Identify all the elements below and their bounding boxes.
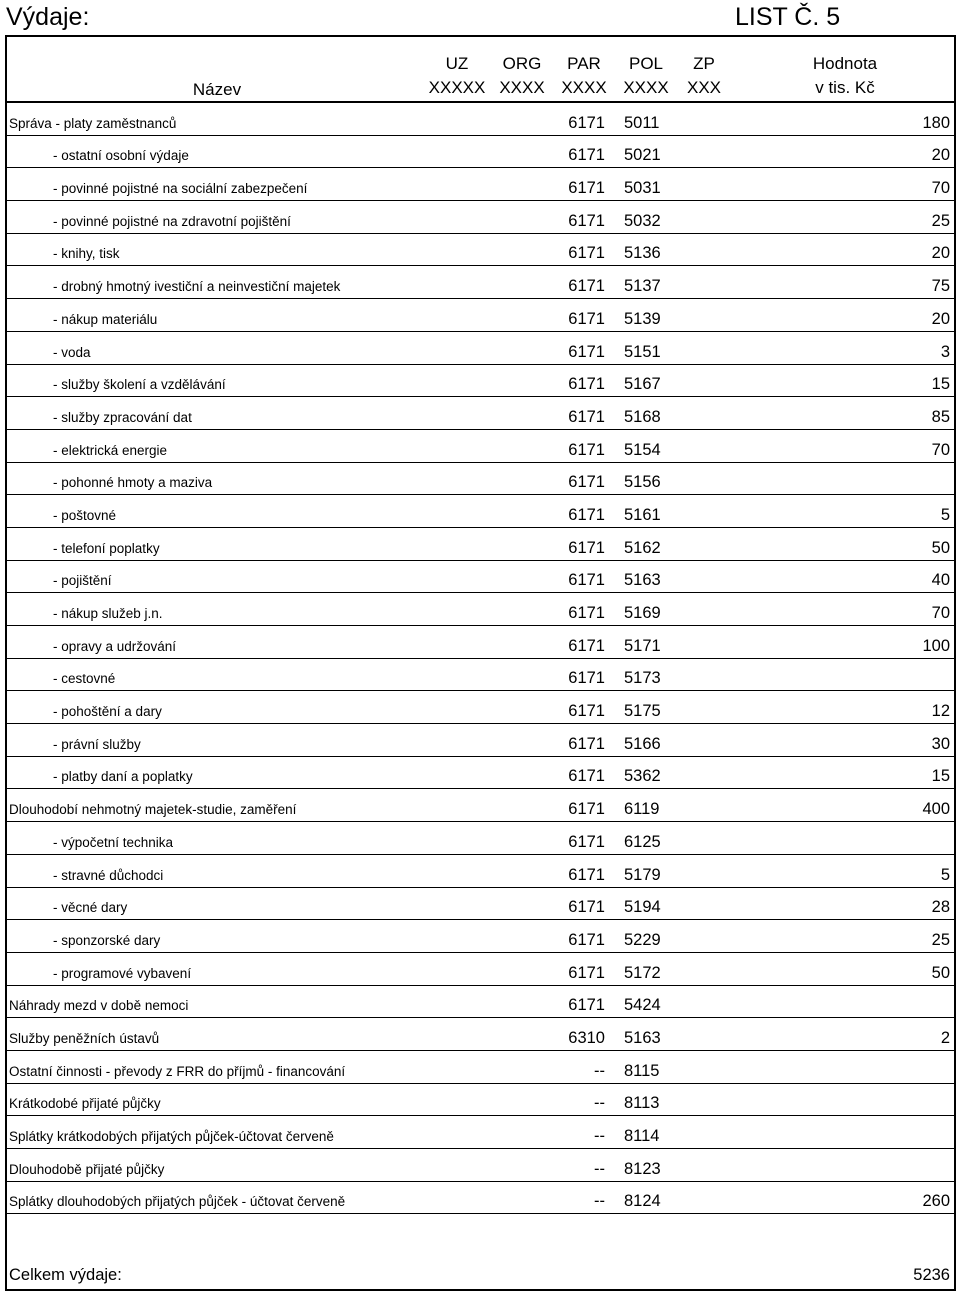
row-value: 20 bbox=[931, 146, 950, 165]
row-par: 6171 bbox=[568, 309, 605, 328]
table-row bbox=[7, 1149, 954, 1182]
row-value: 5 bbox=[940, 865, 950, 884]
col-header-par-format: XXXX bbox=[561, 78, 607, 97]
col-header-uz-format: XXXXX bbox=[428, 78, 486, 97]
row-par: 6171 bbox=[568, 800, 605, 819]
row-par: 6171 bbox=[568, 211, 605, 230]
row-value: 25 bbox=[931, 930, 950, 949]
row-pol: 5166 bbox=[624, 734, 661, 753]
row-pol: 5137 bbox=[624, 277, 661, 296]
row-pol: 5194 bbox=[624, 898, 661, 917]
table-row bbox=[7, 430, 954, 463]
table-row bbox=[7, 201, 954, 234]
table-row bbox=[7, 299, 954, 332]
row-pol: 8123 bbox=[624, 1159, 661, 1178]
row-par: 6171 bbox=[568, 538, 605, 557]
row-par: 6171 bbox=[568, 146, 605, 165]
row-pol: 5362 bbox=[624, 767, 661, 786]
row-name: - povinné pojistné na sociální zabezpečení bbox=[53, 181, 308, 197]
table-row bbox=[7, 136, 954, 169]
row-pol: 5021 bbox=[624, 146, 661, 165]
row-name: - výpočetní technika bbox=[53, 834, 174, 850]
row-par: -- bbox=[594, 1061, 605, 1080]
row-par: 6171 bbox=[568, 244, 605, 263]
row-name: - programové vybavení bbox=[53, 965, 192, 981]
row-pol: 8115 bbox=[624, 1061, 660, 1080]
row-pol: 5136 bbox=[624, 244, 661, 263]
row-par: 6171 bbox=[568, 407, 605, 426]
row-pol: 8114 bbox=[624, 1127, 660, 1145]
row-value: 75 bbox=[931, 277, 950, 296]
col-header-par: PAR bbox=[567, 54, 601, 73]
table-row bbox=[7, 1182, 954, 1215]
row-par: 6171 bbox=[568, 963, 605, 982]
table-row bbox=[7, 757, 954, 790]
row-pol: 5424 bbox=[624, 996, 661, 1015]
total-value: 5236 bbox=[913, 1266, 950, 1284]
col-header-hodnota: Hodnota bbox=[812, 54, 878, 73]
col-header-org: ORG bbox=[502, 54, 542, 73]
row-name: - pohonné hmoty a maziva bbox=[53, 475, 213, 491]
row-name: - nákup materiálu bbox=[53, 311, 158, 327]
row-name: - povinné pojistné na zdravotní pojištění bbox=[53, 213, 291, 229]
row-value: 40 bbox=[931, 571, 950, 590]
row-value: 100 bbox=[922, 636, 950, 655]
row-name: - cestovné bbox=[53, 671, 116, 687]
table-row bbox=[7, 1116, 954, 1149]
row-par: -- bbox=[594, 1159, 605, 1178]
row-pol: 8124 bbox=[624, 1192, 661, 1211]
row-pol: 5151 bbox=[624, 342, 661, 361]
table-body bbox=[7, 103, 954, 1214]
row-value: 15 bbox=[931, 767, 950, 786]
row-par: 6310 bbox=[568, 1028, 605, 1047]
row-value: 260 bbox=[922, 1192, 950, 1211]
row-value: 20 bbox=[931, 309, 950, 328]
row-pol: 5175 bbox=[624, 702, 661, 721]
row-pol: 8113 bbox=[624, 1094, 660, 1113]
sheet-label: LIST Č. 5 bbox=[735, 3, 841, 31]
col-header-hodnota-unit: v tis. Kč bbox=[815, 78, 875, 97]
col-header-uz: UZ bbox=[445, 54, 469, 73]
row-value: 2 bbox=[940, 1028, 950, 1047]
table-row bbox=[7, 332, 954, 365]
row-pol: 5032 bbox=[624, 211, 661, 230]
table-row bbox=[7, 234, 954, 267]
row-par: 6171 bbox=[568, 669, 605, 688]
row-name: Ostatní činnosti - převody z FRR do příjmů - financování bbox=[9, 1063, 346, 1079]
table-row bbox=[7, 691, 954, 724]
row-par: 6171 bbox=[568, 767, 605, 786]
row-par: 6171 bbox=[568, 996, 605, 1015]
table-row bbox=[7, 822, 954, 855]
row-pol: 5139 bbox=[624, 309, 661, 328]
row-pol: 5031 bbox=[624, 179, 661, 198]
row-name: Splátky dlouhodobých přijatých půjček - účtovat červeně bbox=[9, 1194, 346, 1210]
row-pol: 5168 bbox=[624, 407, 661, 426]
row-par: -- bbox=[594, 1094, 605, 1113]
row-pol: 5163 bbox=[624, 571, 661, 590]
row-pol: 5162 bbox=[624, 538, 661, 557]
table-row bbox=[7, 724, 954, 757]
table-row bbox=[7, 1018, 954, 1051]
row-name: - služby zpracování dat bbox=[53, 409, 192, 425]
row-pol: 5169 bbox=[624, 604, 661, 622]
row-par: 6171 bbox=[568, 832, 605, 851]
col-header-zp: ZP bbox=[693, 54, 715, 73]
row-pol: 6125 bbox=[624, 832, 661, 851]
row-pol: 5163 bbox=[624, 1028, 661, 1047]
row-par: 6171 bbox=[568, 505, 605, 524]
row-name: - poštovné bbox=[53, 507, 117, 523]
row-name: - voda bbox=[53, 344, 91, 360]
row-value: 180 bbox=[922, 113, 950, 132]
row-name: - opravy a udržování bbox=[53, 638, 177, 654]
col-header-name: Název bbox=[192, 80, 242, 99]
row-par: 6171 bbox=[568, 342, 605, 361]
row-pol: 5171 bbox=[624, 636, 661, 655]
col-header-pol: POL bbox=[628, 54, 664, 73]
table-row bbox=[7, 1051, 954, 1084]
row-value: 400 bbox=[922, 800, 950, 819]
col-header-pol-format: XXXX bbox=[623, 78, 669, 97]
row-name: Dlouhodobě přijaté půjčky bbox=[9, 1161, 165, 1177]
row-pol: 5154 bbox=[624, 440, 661, 459]
row-value: 28 bbox=[931, 898, 950, 917]
table-row bbox=[7, 888, 954, 921]
row-name: - pohoštění a dary bbox=[53, 704, 162, 720]
row-name: - platby daní a poplatky bbox=[53, 769, 193, 785]
table-row bbox=[7, 463, 954, 496]
row-par: -- bbox=[594, 1192, 605, 1211]
table-row bbox=[7, 855, 954, 888]
row-value: 70 bbox=[931, 440, 950, 459]
row-name: - drobný hmotný ivestiční a neinvestiční majetek bbox=[53, 279, 341, 295]
row-par: 6171 bbox=[568, 734, 605, 753]
row-name: - právní služby bbox=[53, 736, 141, 752]
row-value: 5 bbox=[940, 505, 950, 524]
row-pol: 5167 bbox=[624, 375, 661, 394]
row-name: - služby školení a vzdělávání bbox=[53, 377, 226, 393]
row-value: 85 bbox=[931, 407, 950, 426]
col-header-zp-format: XXX bbox=[686, 78, 722, 97]
row-name: Dlouhodobí nehmotný majetek-studie, zaměření bbox=[9, 802, 297, 818]
row-value: 3 bbox=[940, 342, 950, 361]
table-row bbox=[7, 789, 954, 822]
col-header-org-format: XXXX bbox=[499, 78, 545, 97]
total-label: Celkem výdaje: bbox=[9, 1266, 122, 1284]
row-name: - pojištění bbox=[53, 573, 112, 589]
total-row bbox=[7, 1247, 954, 1289]
table-row bbox=[7, 266, 954, 299]
row-par: 6171 bbox=[568, 179, 605, 198]
row-par: 6171 bbox=[568, 473, 605, 492]
table-row bbox=[7, 103, 954, 136]
row-name: - stravné důchodci bbox=[53, 867, 164, 883]
table-row bbox=[7, 1084, 954, 1117]
row-name: - věcné dary bbox=[53, 900, 128, 916]
table-row bbox=[7, 953, 954, 986]
row-value: 20 bbox=[931, 244, 950, 263]
row-pol: 5161 bbox=[624, 505, 661, 524]
row-name: Splátky krátkodobých přijatých půjček-účtovat červeně bbox=[9, 1129, 334, 1144]
row-par: 6171 bbox=[568, 571, 605, 590]
row-name: - ostatní osobní výdaje bbox=[53, 148, 189, 164]
row-pol: 5173 bbox=[624, 669, 661, 688]
row-pol: 5011 bbox=[624, 113, 660, 132]
row-name: Krátkodobé přijaté půjčky bbox=[9, 1096, 161, 1112]
row-name: Služby peněžních ústavů bbox=[9, 1030, 160, 1046]
table-row bbox=[7, 659, 954, 692]
table-row bbox=[7, 397, 954, 430]
row-par: 6171 bbox=[568, 113, 605, 132]
row-name: - nákup služeb j.n. bbox=[53, 606, 163, 621]
row-par: 6171 bbox=[568, 865, 605, 884]
row-par: 6171 bbox=[568, 277, 605, 296]
row-pol: 5229 bbox=[624, 930, 661, 949]
row-name: - telefoní poplatky bbox=[53, 540, 160, 556]
row-value: 50 bbox=[931, 538, 950, 557]
table-row bbox=[7, 561, 954, 594]
row-value: 12 bbox=[931, 702, 950, 721]
row-par: 6171 bbox=[568, 702, 605, 721]
row-par: 6171 bbox=[568, 375, 605, 394]
table-row bbox=[7, 626, 954, 659]
row-name: Náhrady mezd v době nemoci bbox=[9, 998, 189, 1014]
row-name: - elektrická energie bbox=[53, 442, 168, 458]
row-pol: 5179 bbox=[624, 865, 661, 884]
table-row bbox=[7, 986, 954, 1019]
expenses-table bbox=[5, 35, 956, 1291]
page-title: Výdaje: bbox=[6, 3, 90, 31]
row-pol: 5156 bbox=[624, 473, 661, 492]
row-name: Správa - platy zaměstnanců bbox=[9, 115, 177, 131]
row-value: 30 bbox=[931, 734, 950, 753]
row-par: 6171 bbox=[568, 636, 605, 655]
row-name: - knihy, tisk bbox=[53, 246, 120, 262]
row-par: 6171 bbox=[568, 898, 605, 917]
row-value: 15 bbox=[931, 375, 950, 394]
row-value: 50 bbox=[931, 963, 950, 982]
row-par: 6171 bbox=[568, 440, 605, 459]
row-value: 70 bbox=[931, 179, 950, 198]
table-row bbox=[7, 365, 954, 398]
row-value: 25 bbox=[931, 211, 950, 230]
table-header bbox=[7, 37, 954, 103]
row-par: -- bbox=[594, 1127, 605, 1145]
row-pol: 5172 bbox=[624, 963, 661, 982]
table-row bbox=[7, 168, 954, 201]
table-row bbox=[7, 920, 954, 953]
row-par: 6171 bbox=[568, 930, 605, 949]
table-row bbox=[7, 593, 954, 626]
row-par: 6171 bbox=[568, 604, 605, 622]
table-row bbox=[7, 495, 954, 528]
row-value: 70 bbox=[931, 604, 950, 622]
row-pol: 6119 bbox=[624, 800, 660, 819]
table-row bbox=[7, 528, 954, 561]
row-name: - sponzorské dary bbox=[53, 932, 161, 948]
